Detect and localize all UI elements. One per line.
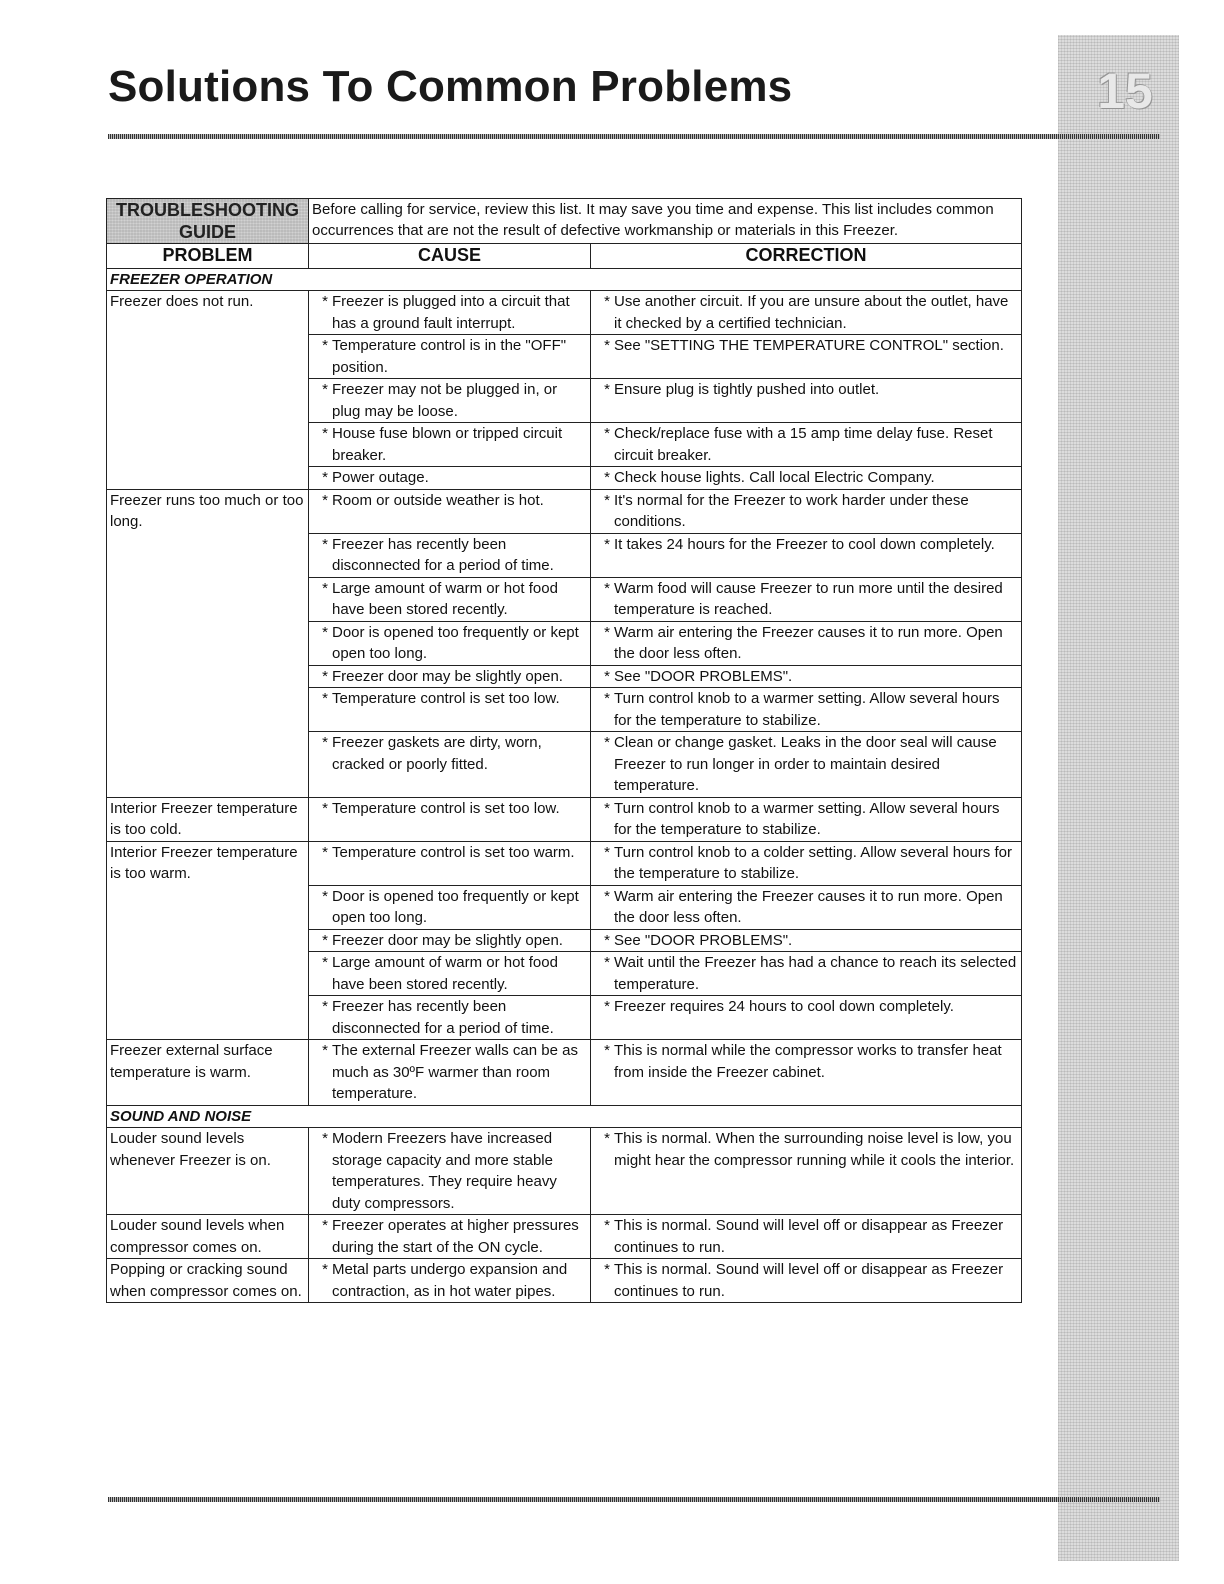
- bullet-asterisk: *: [322, 667, 328, 685]
- correction-cell-text: See "DOOR PROBLEMS".: [614, 667, 793, 685]
- cause-cell-item: [312, 622, 587, 665]
- cause-cell: [309, 929, 591, 952]
- cause-cell: [309, 423, 591, 467]
- cause-cell: [309, 621, 591, 665]
- correction-cell-item: [594, 578, 1018, 621]
- bullet-asterisk: *: [322, 293, 328, 310]
- bullet-asterisk: *: [322, 843, 328, 861]
- bullet-asterisk: *: [604, 1042, 610, 1059]
- cause-cell-text: Temperature control is set too warm.: [332, 843, 575, 861]
- correction-cell-text: Wait until the Freezer has had a chance to reach its selected temperature.: [614, 954, 1017, 993]
- page-title: Solutions To Common Problems: [108, 62, 793, 111]
- cause-cell-text: Temperature control is in the "OFF" position.: [332, 337, 567, 376]
- bullet-asterisk: *: [604, 843, 610, 861]
- bullet-asterisk: *: [322, 1042, 328, 1059]
- problem-cell: Interior Freezer temperature is too warm.: [107, 841, 309, 1040]
- correction-cell-item: [594, 335, 1018, 357]
- correction-cell: [591, 577, 1022, 621]
- correction-cell: [591, 952, 1022, 996]
- correction-cell: [591, 1128, 1022, 1215]
- cause-cell: [309, 489, 591, 533]
- correction-cell: [591, 885, 1022, 929]
- cause-cell: [309, 665, 591, 688]
- section-title: FREEZER OPERATION: [107, 268, 1022, 291]
- table-row: [107, 797, 1022, 841]
- cause-cell-text: Door is opened too frequently or kept open too long.: [332, 623, 579, 662]
- cause-cell-item: [312, 1040, 587, 1105]
- correction-cell-text: Turn control knob to a warmer setting. Allow several hours for the temperature to stabilize.: [614, 690, 1000, 729]
- bullet-asterisk: *: [322, 887, 328, 905]
- table-row: [107, 1215, 1022, 1259]
- correction-cell: [591, 665, 1022, 688]
- correction-cell-text: Warm food will cause Freezer to run more until the desired temperature is reached.: [614, 579, 1003, 618]
- bullet-asterisk: *: [604, 954, 610, 971]
- cause-cell-text: House fuse blown or tripped circuit breaker.: [332, 425, 563, 464]
- correction-cell-item: [594, 423, 1018, 466]
- correction-cell-item: [594, 534, 1018, 556]
- correction-cell: [591, 841, 1022, 885]
- cause-cell-item: [312, 842, 587, 864]
- correction-cell-text: Turn control knob to a colder setting. Allow several hours for the temperature to stabilize.: [614, 843, 1012, 882]
- correction-cell-item: [594, 930, 1018, 952]
- problem-cell: Freezer external surface temperature is warm.: [107, 1040, 309, 1106]
- table-row: [107, 1259, 1022, 1303]
- correction-cell-item: [594, 1040, 1018, 1083]
- bullet-asterisk: *: [322, 535, 328, 553]
- cause-cell-item: [312, 1259, 587, 1302]
- bullet-asterisk: *: [322, 381, 328, 398]
- problem-cell: Freezer runs too much or too long.: [107, 489, 309, 797]
- cause-cell: [309, 577, 591, 621]
- correction-cell-text: This is normal. Sound will level off or disappear as Freezer continues to run.: [614, 1261, 1004, 1300]
- bullet-asterisk: *: [322, 954, 328, 971]
- bullet-asterisk: *: [322, 579, 328, 597]
- correction-cell: [591, 1215, 1022, 1259]
- correction-cell-text: This is normal. Sound will level off or disappear as Freezer continues to run.: [614, 1217, 1004, 1256]
- cause-cell-text: Large amount of warm or hot food have been stored recently.: [332, 954, 558, 993]
- correction-cell-text: It's normal for the Freezer to work harder under these conditions.: [614, 491, 969, 530]
- troubleshooting-table-wrapper: [106, 198, 1022, 1303]
- correction-cell-item: [594, 996, 1018, 1018]
- troubleshooting-table: [106, 198, 1022, 1303]
- correction-cell-text: This is normal while the compressor works to transfer heat from inside the Freezer cabinet.: [614, 1042, 1002, 1081]
- correction-cell-item: [594, 952, 1018, 995]
- correction-cell-item: [594, 798, 1018, 841]
- table-row: [107, 1128, 1022, 1215]
- bullet-asterisk: *: [322, 1130, 328, 1147]
- troubleshooting-guide-label: TROUBLESHOOTING GUIDE: [107, 199, 309, 244]
- cause-cell-item: [312, 1128, 587, 1214]
- correction-cell-item: [594, 666, 1018, 688]
- correction-cell-item: [594, 490, 1018, 533]
- section-row: [107, 268, 1022, 291]
- correction-cell: [591, 379, 1022, 423]
- correction-cell-text: Warm air entering the Freezer causes it to run more. Open the door less often.: [614, 887, 1003, 926]
- cause-cell: [309, 885, 591, 929]
- cause-cell-item: [312, 291, 587, 334]
- correction-cell-item: [594, 622, 1018, 665]
- cause-cell-item: [312, 996, 587, 1039]
- correction-cell-text: Check/replace fuse with a 15 amp time delay fuse. Reset circuit breaker.: [614, 425, 993, 464]
- problem-cell: Louder sound levels when compressor comes on.: [107, 1215, 309, 1259]
- correction-cell: [591, 929, 1022, 952]
- correction-cell-item: [594, 379, 1018, 401]
- bullet-asterisk: *: [604, 998, 610, 1015]
- cause-cell-text: Large amount of warm or hot food have been stored recently.: [332, 579, 558, 618]
- correction-cell: [591, 996, 1022, 1040]
- cause-cell-text: Freezer is plugged into a circuit that has a ground fault interrupt.: [332, 293, 570, 332]
- cause-cell-item: [312, 952, 587, 995]
- intro-text: Before calling for service, review this list. It may save you time and expense. This list includes common occurrences that are not the result of defective workmanship or materials in this Freezer.: [309, 199, 1022, 244]
- correction-cell-item: [594, 886, 1018, 929]
- correction-cell: [591, 533, 1022, 577]
- correction-cell-text: Turn control knob to a warmer setting. Allow several hours for the temperature to stabilize.: [614, 799, 1000, 838]
- cause-cell-text: Room or outside weather is hot.: [332, 491, 544, 509]
- correction-cell-item: [594, 1259, 1018, 1302]
- bullet-asterisk: *: [604, 734, 610, 751]
- correction-cell-text: It takes 24 hours for the Freezer to cool down completely.: [614, 535, 995, 553]
- bullet-asterisk: *: [604, 667, 610, 685]
- bullet-asterisk: *: [322, 491, 328, 509]
- cause-cell-text: Freezer may not be plugged in, or plug may be loose.: [332, 381, 558, 420]
- bullet-asterisk: *: [322, 425, 328, 442]
- cause-cell: [309, 732, 591, 798]
- section-title: SOUND AND NOISE: [107, 1105, 1022, 1128]
- correction-cell-text: Ensure plug is tightly pushed into outlet.: [614, 381, 880, 398]
- cause-cell-text: Temperature control is set too low.: [332, 799, 560, 817]
- problem-cell: Freezer does not run.: [107, 291, 309, 490]
- intro-row: [107, 199, 1022, 244]
- bullet-asterisk: *: [604, 337, 610, 354]
- correction-cell-text: Warm air entering the Freezer causes it to run more. Open the door less often.: [614, 623, 1003, 662]
- cause-cell: [309, 379, 591, 423]
- cause-cell: [309, 533, 591, 577]
- cause-cell: [309, 467, 591, 490]
- bullet-asterisk: *: [322, 1261, 328, 1278]
- cause-cell: [309, 291, 591, 335]
- cause-cell-text: Freezer has recently been disconnected for a period of time.: [332, 535, 554, 574]
- bullet-asterisk: *: [604, 579, 610, 597]
- cause-cell-item: [312, 467, 587, 489]
- correction-cell: [591, 335, 1022, 379]
- correction-cell: [591, 732, 1022, 798]
- cause-cell-item: [312, 798, 587, 820]
- header-rule: [108, 134, 1160, 139]
- correction-cell: [591, 621, 1022, 665]
- bullet-asterisk: *: [604, 293, 610, 310]
- bullet-asterisk: *: [604, 887, 610, 905]
- correction-cell: [591, 467, 1022, 490]
- cause-cell-item: [312, 423, 587, 466]
- cause-cell-text: Metal parts undergo expansion and contraction, as in hot water pipes.: [332, 1261, 568, 1300]
- bullet-asterisk: *: [322, 799, 328, 817]
- bullet-asterisk: *: [604, 491, 610, 509]
- column-header-row: [107, 244, 1022, 269]
- cause-cell-text: Freezer gaskets are dirty, worn, cracked or poorly fitted.: [332, 734, 542, 773]
- bullet-asterisk: *: [322, 998, 328, 1015]
- column-header-cause: CAUSE: [309, 244, 591, 269]
- footer-rule: [108, 1497, 1160, 1502]
- bullet-asterisk: *: [322, 469, 328, 486]
- correction-cell-text: Clean or change gasket. Leaks in the door seal will cause Freezer to run longer in order to maintain desired temperature.: [614, 734, 997, 794]
- cause-cell: [309, 688, 591, 732]
- correction-cell-item: [594, 688, 1018, 731]
- cause-cell-text: Power outage.: [332, 469, 429, 486]
- correction-cell: [591, 1259, 1022, 1303]
- bullet-asterisk: *: [322, 1217, 328, 1234]
- correction-cell-text: Check house lights. Call local Electric Company.: [614, 469, 935, 486]
- cause-cell-item: [312, 688, 587, 710]
- cause-cell-text: Door is opened too frequently or kept open too long.: [332, 887, 579, 926]
- bullet-asterisk: *: [322, 931, 328, 949]
- bullet-asterisk: *: [604, 469, 610, 486]
- bullet-asterisk: *: [604, 1217, 610, 1234]
- column-header-problem: PROBLEM: [107, 244, 309, 269]
- cause-cell-item: [312, 930, 587, 952]
- cause-cell-item: [312, 335, 587, 378]
- cause-cell-text: The external Freezer walls can be as much as 30ºF warmer than room temperature.: [332, 1042, 578, 1102]
- correction-cell: [591, 423, 1022, 467]
- cause-cell-text: Freezer operates at higher pressures during the start of the ON cycle.: [332, 1217, 579, 1256]
- correction-cell-item: [594, 1128, 1018, 1171]
- page-edge-tab: [1058, 35, 1179, 1561]
- cause-cell: [309, 952, 591, 996]
- cause-cell: [309, 797, 591, 841]
- correction-cell-item: [594, 467, 1018, 489]
- bullet-asterisk: *: [604, 690, 610, 707]
- table-row: [107, 1040, 1022, 1106]
- correction-cell: [591, 291, 1022, 335]
- page-number: 15: [1097, 63, 1153, 119]
- cause-cell-item: [312, 578, 587, 621]
- bullet-asterisk: *: [322, 623, 328, 641]
- correction-cell-item: [594, 732, 1018, 797]
- correction-cell: [591, 688, 1022, 732]
- bullet-asterisk: *: [322, 690, 328, 707]
- cause-cell-item: [312, 490, 587, 512]
- correction-cell-text: Use another circuit. If you are unsure about the outlet, have it checked by a certified technician.: [614, 293, 1009, 332]
- cause-cell: [309, 1259, 591, 1303]
- cause-cell-item: [312, 379, 587, 422]
- cause-cell-text: Freezer door may be slightly open.: [332, 931, 563, 949]
- correction-cell: [591, 797, 1022, 841]
- table-row: [107, 489, 1022, 533]
- bullet-asterisk: *: [604, 799, 610, 817]
- cause-cell-text: Freezer door may be slightly open.: [332, 667, 563, 685]
- bullet-asterisk: *: [604, 535, 610, 553]
- problem-cell: Interior Freezer temperature is too cold.: [107, 797, 309, 841]
- cause-cell-item: [312, 534, 587, 577]
- correction-cell-item: [594, 291, 1018, 334]
- cause-cell: [309, 335, 591, 379]
- correction-cell: [591, 1040, 1022, 1106]
- correction-cell-item: [594, 842, 1018, 885]
- bullet-asterisk: *: [604, 1130, 610, 1147]
- problem-cell: Louder sound levels whenever Freezer is on.: [107, 1128, 309, 1215]
- bullet-asterisk: *: [604, 1261, 610, 1278]
- table-row: [107, 841, 1022, 885]
- cause-cell-item: [312, 886, 587, 929]
- correction-cell-text: See "DOOR PROBLEMS".: [614, 931, 793, 949]
- bullet-asterisk: *: [322, 734, 328, 751]
- column-header-correction: CORRECTION: [591, 244, 1022, 269]
- cause-cell: [309, 1128, 591, 1215]
- correction-cell-item: [594, 1215, 1018, 1258]
- section-row: [107, 1105, 1022, 1128]
- cause-cell-text: Modern Freezers have increased storage capacity and more stable temperatures. They require heavy duty compressors.: [332, 1130, 557, 1212]
- cause-cell-text: Temperature control is set too low.: [332, 690, 560, 707]
- cause-cell: [309, 1215, 591, 1259]
- correction-cell: [591, 489, 1022, 533]
- cause-cell: [309, 996, 591, 1040]
- cause-cell: [309, 841, 591, 885]
- bullet-asterisk: *: [604, 425, 610, 442]
- cause-cell-item: [312, 666, 587, 688]
- cause-cell-item: [312, 1215, 587, 1258]
- cause-cell-text: Freezer has recently been disconnected for a period of time.: [332, 998, 554, 1037]
- bullet-asterisk: *: [604, 381, 610, 398]
- bullet-asterisk: *: [322, 337, 328, 354]
- bullet-asterisk: *: [604, 931, 610, 949]
- cause-cell-item: [312, 732, 587, 775]
- bullet-asterisk: *: [604, 623, 610, 641]
- correction-cell-text: See "SETTING THE TEMPERATURE CONTROL" section.: [614, 337, 1004, 354]
- cause-cell: [309, 1040, 591, 1106]
- correction-cell-text: This is normal. When the surrounding noise level is low, you might hear the compressor running while it cools the interior.: [614, 1130, 1015, 1169]
- correction-cell-text: Freezer requires 24 hours to cool down completely.: [614, 998, 954, 1015]
- table-row: [107, 291, 1022, 335]
- problem-cell: Popping or cracking sound when compressor comes on.: [107, 1259, 309, 1303]
